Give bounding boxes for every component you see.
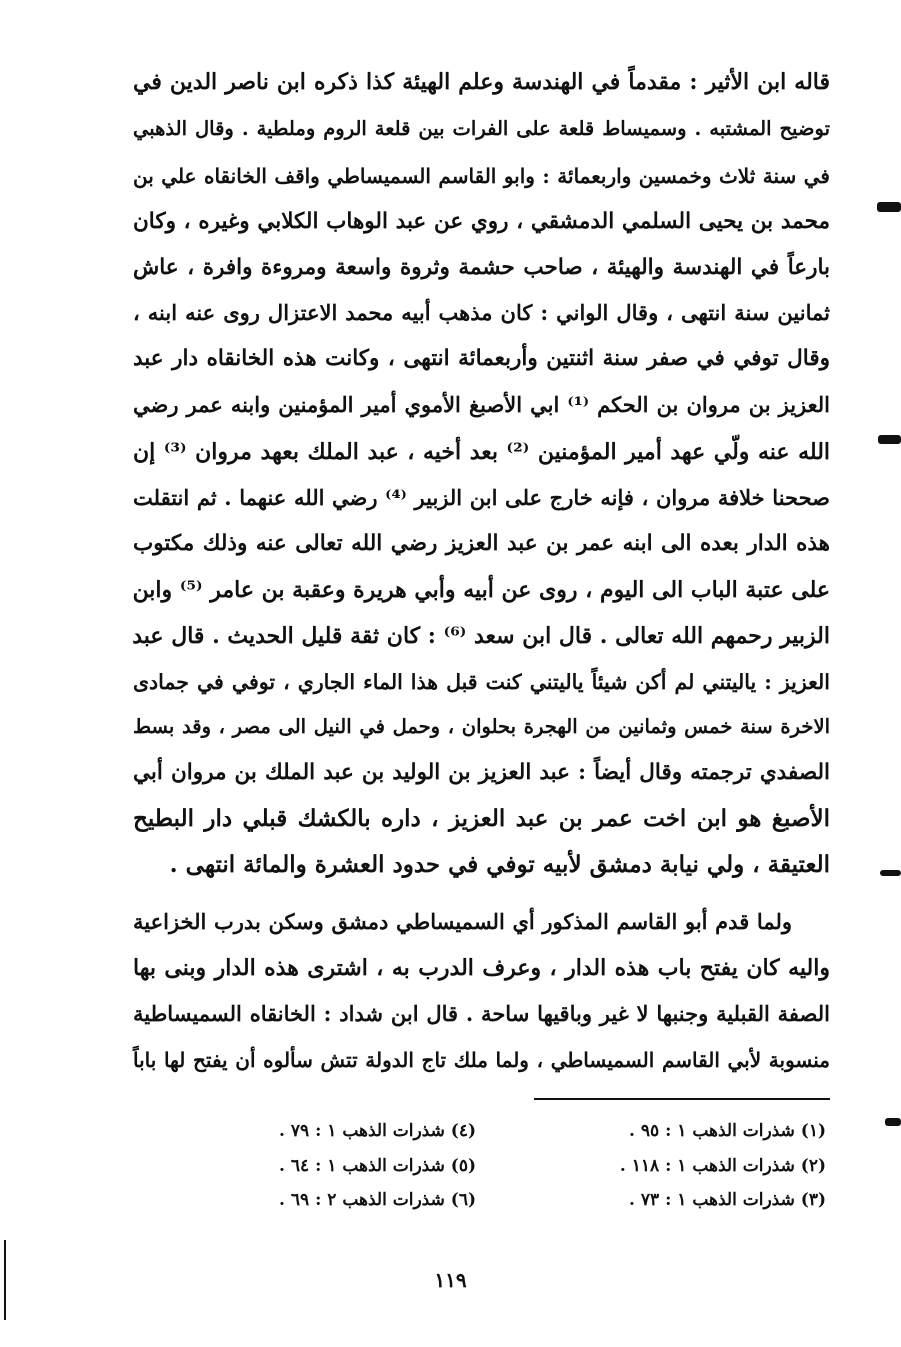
text-line: توضيح المشتبه . وسميساط قلعة على الفرات بين قلعة الروم وملطية . وقال الذهبي	[133, 117, 830, 140]
text-line: منسوبة لأبي القاسم السميساطي ، ولما ملك تاج الدولة تتش سألوه أن يفتح لها باباً	[133, 1048, 830, 1072]
text-line: الصفدي ترجمته وقال أيضاً : عبد العزيز بن الوليد بن عبد الملك بن مروان أبي	[133, 760, 830, 785]
scan-mark	[885, 1118, 901, 1126]
footnote-3: (٣) شذرات الذهب ١ : ٧٣ .	[629, 1190, 826, 1210]
page-number: ١١٩	[434, 1268, 467, 1292]
text-line: محمد بن يحيى السلمي الدمشقي ، روي عن عبد الوهاب الكلابي وغيره ، وكان	[133, 209, 830, 234]
scan-mark	[877, 202, 901, 212]
text-line: على عتبة الباب الى اليوم ، روى عن أبيه وأبي هريرة وعقبة بن عامر ⁽⁵⁾ وابن	[132, 577, 830, 603]
footnote-1: (١) شذرات الذهب ١ : ٩٥ .	[629, 1121, 826, 1141]
text-line: الاخرة سنة خمس وثمانين من الهجرة بحلوان ، وحمل في النيل الى مصر ، وقد بسط	[133, 715, 830, 738]
text-line: بارعاً في الهندسة والهيئة ، صاحب حشمة وثروة واسعة ومروءة وافرة ، عاش	[133, 255, 830, 280]
scan-mark	[880, 870, 901, 876]
footnote-6: (٦) شذرات الذهب ٢ : ٦٩ .	[279, 1190, 476, 1210]
scan-edge-line	[4, 1240, 6, 1320]
text-line: ثمانين سنة انتهى ، وقال الواني : كان مذهب أبيه محمد الاعتزال روى عنه ابنه ،	[133, 300, 830, 325]
text-line: الله عنه ولّي عهد أمير المؤمنين ⁽²⁾ بعد أخيه ، عبد الملك بعهد مروان ⁽³⁾ إن	[133, 439, 831, 465]
text-line: الأصبغ هو ابن اخت عمر بن عبد العزيز ، داره بالكشك قبلي دار البطيح	[133, 805, 830, 832]
text-line: الصفة القبلية وجنبها لا غير وباقيها ساحة . قال ابن شداد : الخانقاه السميساطية	[133, 1001, 830, 1026]
text-line: قاله ابن الأثير : مقدماً في الهندسة وعلم الهيئة كذا ذكره ابن ناصر الدين في	[133, 69, 830, 95]
text-line: صححنا خلافة مروان ، فإنه خارج على ابن الزبير ⁽⁴⁾ رضي الله عنهما . ثم انتقلت	[133, 485, 830, 510]
footnote-separator	[534, 1098, 830, 1100]
text-line: في سنة ثلاث وخمسين واربعمائة : وابو القاسم السميساطي واقف الخانقاه علي بن	[133, 164, 830, 188]
scan-mark	[878, 435, 901, 444]
footnote-5: (٥) شذرات الذهب ١ : ٦٤ .	[279, 1156, 476, 1176]
text-line: العتيقة ، ولي نيابة دمشق لأبيه توفي في حدود العشرة والمائة انتهى .	[169, 851, 830, 878]
text-line: ولما قدم أبو القاسم المذكور أي السميساطي دمشق وسكن بدرب الخزاعية	[133, 909, 792, 934]
text-line: واليه كان يفتح باب هذه الدار ، وعرف الدرب به ، اشترى هذه الدار وبنى بها	[133, 955, 830, 981]
text-line: العزيز : ياليتني لم أكن شيئاً ياليتني كنت قبل هذا الماء الجاري ، توفي في جمادى	[133, 670, 830, 694]
text-line: وقال توفي في صفر سنة اثنتين وأربعمائة انتهى ، وكانت هذه الخانقاه دار عبد	[133, 346, 830, 371]
text-line: هذه الدار بعده الى ابنه عمر بن عبد العزيز رضي الله تعالى عنه وذلك مكتوب	[133, 531, 830, 556]
text-line: الزبير رحمهم الله تعالى . قال ابن سعد ⁽⁶⁾ : كان ثقة قليل الحديث . قال عبد	[132, 623, 830, 649]
footnote-2: (٢) شذرات الذهب ١ : ١١٨ .	[619, 1156, 826, 1176]
footnote-4: (٤) شذرات الذهب ١ : ٧٩ .	[279, 1121, 476, 1141]
text-line: العزيز بن مروان بن الحكم ⁽¹⁾ ابي الأصبغ الأموي أمير المؤمنين وابنه عمر رضي	[133, 392, 830, 417]
